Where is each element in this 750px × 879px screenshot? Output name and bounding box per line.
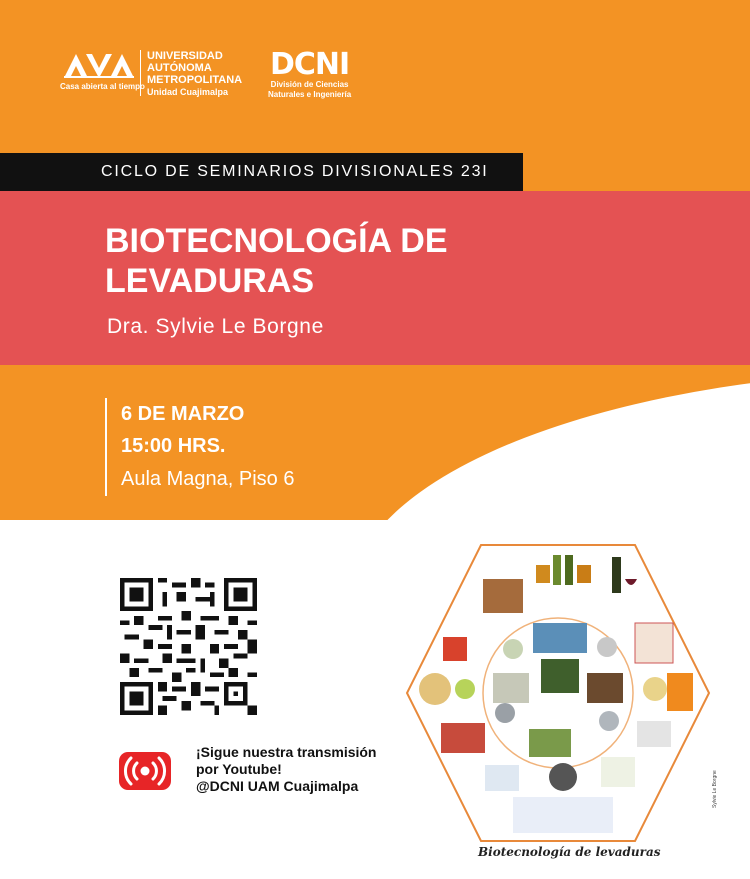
- illustration-caption: Biotecnología de levaduras: [478, 845, 661, 859]
- event-details: [105, 398, 294, 496]
- qr-code-icon: [120, 578, 257, 715]
- stream-line-2: por Youtube!: [196, 761, 282, 777]
- author-signature: Sylvie Le Borgne: [712, 770, 718, 808]
- division-line-2: Naturales e Ingeniería: [268, 90, 352, 99]
- uam-logo: [62, 50, 242, 98]
- seminar-title: [105, 221, 665, 301]
- event-time: 15:00 HRS.: [121, 435, 226, 457]
- university-unit: Unidad Cuajimalpa: [147, 87, 229, 97]
- university-line-1: UNIVERSIDAD: [147, 50, 223, 62]
- uam-emblem-icon: [60, 50, 145, 91]
- title-line-2: LEVADURAS: [105, 262, 315, 300]
- university-line-2: AUTÓNOMA: [147, 62, 212, 74]
- dcni-logo: [268, 47, 352, 100]
- dcni-acronym: DCNI: [269, 47, 350, 82]
- uam-tagline: Casa abierta al tiempo: [60, 82, 145, 91]
- stream-invite: [196, 744, 376, 795]
- stream-line-1: ¡Sigue nuestra transmisión: [196, 744, 377, 760]
- event-place: Aula Magna, Piso 6: [121, 468, 295, 490]
- stream-handle[interactable]: @DCNI UAM Cuajimalpa: [196, 778, 359, 794]
- title-line-1: BIOTECNOLOGÍA DE: [105, 222, 448, 260]
- yeast-biotech-illustration: [403, 543, 713, 863]
- live-broadcast-icon[interactable]: [119, 752, 171, 790]
- division-line-1: División de Ciencias: [270, 80, 349, 89]
- university-line-3: METROPOLITANA: [147, 74, 243, 86]
- series-banner: CICLO DE SEMINARIOS DIVISIONALES 23I: [0, 153, 523, 191]
- event-date: 6 DE MARZO: [121, 403, 245, 425]
- qr-code[interactable]: [120, 578, 257, 715]
- university-name: [147, 50, 242, 98]
- speaker-name: Dra. Sylvie Le Borgne: [107, 315, 324, 338]
- title-banner: [0, 191, 750, 365]
